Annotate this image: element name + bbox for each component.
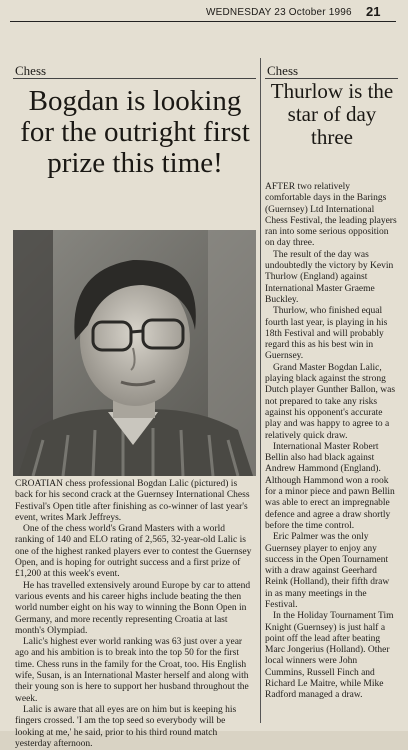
header-rule [10, 21, 396, 22]
paragraph: Eric Palmer was the only Guernsey player to enjoy any success in the Open Tournament with a draw against Geerhard Reink (Holland), their fifth draw in as many meetings in the Festival. [265, 532, 390, 610]
paragraph: One of the chess world's Grand Masters with a world ranking of 140 and ELO rating of 2,565, 32-year-old Lalic is one of the highest ranked players ever to contest the Guernsey Open, and is hoping for outright success and a first prize of £1,200 at this week's event. [15, 524, 252, 580]
paragraph: The result of the day was undoubtedly the victory by Kevin Thurlow (England) against International Master Graeme Buckley. [265, 249, 394, 305]
paragraph: Grand Master Bogdan Lalic, playing black against the strong Dutch player Gunther Ballon, was not prepared to take any risks against his opponent's accurate play and was happy to agree to a relatively quick draw. [265, 362, 396, 441]
paragraph: International Master Robert Bellin also had black against Andrew Hammond (England). Although Hammond won a rook for a minor piece and pawn Bellin was able to erect an impregnable defence and agree a draw shortly before the time control. [265, 441, 395, 531]
left-article-body [15, 479, 255, 750]
paragraph: AFTER two relatively comfortable days in the Barings (Guernsey) Ltd International Chess Festival, the leading players ran into some serious opposition on day three. [265, 182, 397, 249]
paragraph: Thurlow, who finished equal fourth last year, is playing in his 18th Festival and will probably regard this as his best win in Guernsey. [265, 306, 388, 362]
portrait-image [13, 230, 256, 476]
paragraph: Lalic is aware that all eyes are on him but is keeping his fingers crossed. 'I am the top seed so everybody will be looking at me,' he said, prior to his third round match yesterday afternoon. [15, 704, 237, 749]
left-headline: Bogdan is looking for the outright first prize this time! [20, 85, 250, 179]
left-section-label: Chess [15, 63, 47, 78]
column-divider [260, 58, 261, 723]
page-number: 21 [366, 4, 381, 19]
header-date: WEDNESDAY 23 October 1996 [206, 7, 352, 18]
player-photo [13, 230, 256, 476]
paragraph: In the Holiday Tournament Tim Knight (Guernsey) is just half a point off the lead after beating Marc Jongerius (Holland). Other local winners were John Cummins, Russell Finch and Richard Le Maitre, while Mike Radford managed a draw. [265, 611, 394, 701]
right-article-body [265, 182, 398, 702]
paragraph: Lalic's highest ever world ranking was 63 just over a year ago and his ambition is to break into the top 50 for the first time. Chess runs in the family for the Croat, too. His English wife, Susan, is an International Master herself and along with their young son is here to support her husband throughout the week. [15, 637, 249, 704]
right-section-label: Chess [267, 63, 299, 78]
right-headline: Thurlow is the star of day three [270, 79, 394, 149]
left-section-rule [13, 78, 256, 79]
paragraph: He has travelled extensively around Europe by car to attend various events and his career highs include beating the then world number eight on his way to winning the Bonn Open in Germany, and more recently representing Croatia at last month's Olympiad. [15, 580, 251, 636]
paragraph: CROATIAN chess professional Bogdan Lalic (pictured) is back for his second crack at the Guernsey International Chess Festival's Open title after finishing as co-winner of last year's event, writes Mark Jeffreys. [15, 479, 250, 523]
